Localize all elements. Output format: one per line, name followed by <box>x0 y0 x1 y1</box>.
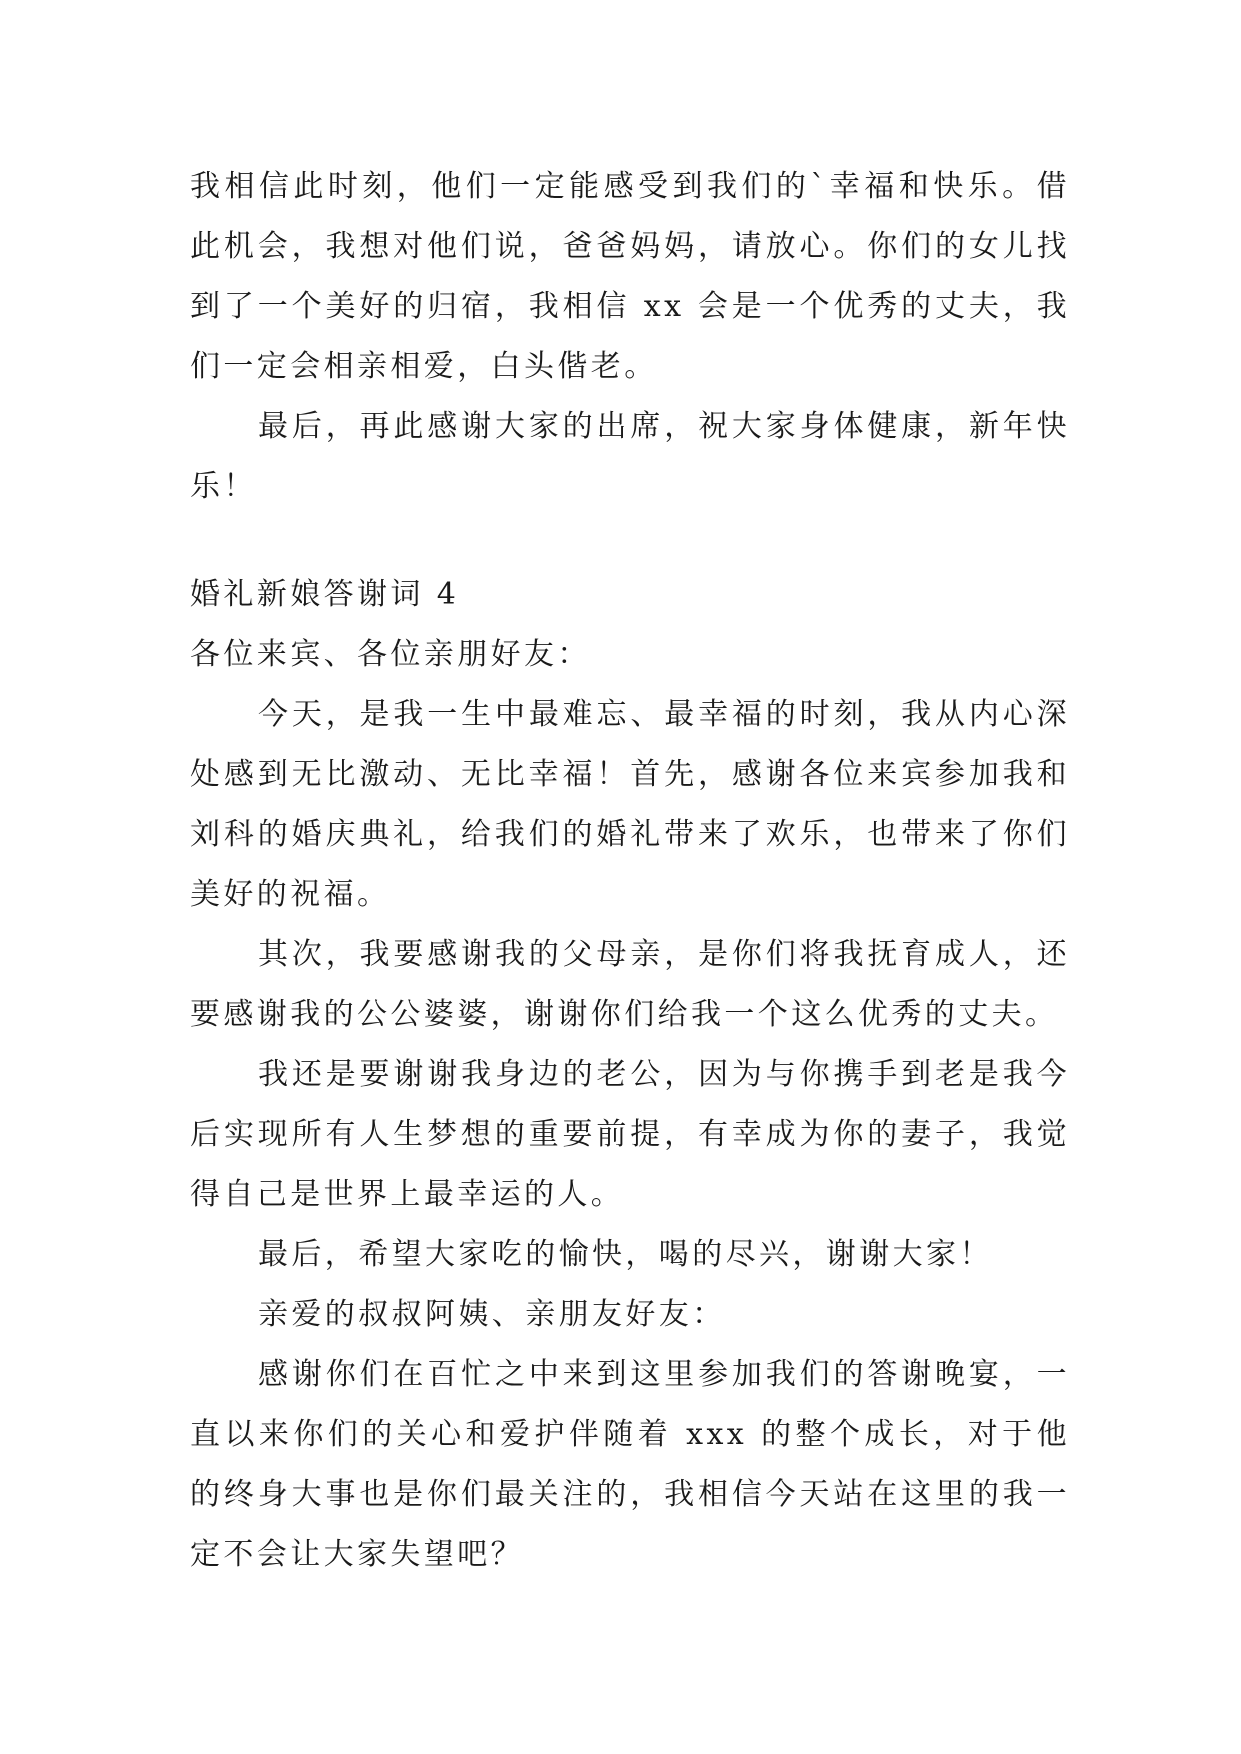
section-2 <box>190 565 1070 1585</box>
salutation: 各位来宾、各位亲朋好友： <box>190 637 591 672</box>
paragraph: 感谢你们在百忙之中来到这里参加我们的答谢晚宴，一直以来你们的关心和爱护伴随着 xxx 的整个成长，对于他的终身大事也是你们最关注的，我相信今天站在这里的我一定不会让大家失望吧？ <box>190 1357 1070 1572</box>
paragraph: 我相信此时刻，他们一定能感受到我们的`幸福和快乐。借此机会，我想对他们说，爸爸妈妈，请放心。你们的女儿找到了一个美好的归宿，我相信 xx 会是一个优秀的丈夫，我们一定会相亲相爱，白头偕老。 <box>190 169 1070 384</box>
paragraph: 最后，再此感谢大家的出席，祝大家身体健康，新年快乐！ <box>190 409 1070 504</box>
section-title: 婚礼新娘答谢词 4 <box>190 577 460 612</box>
paragraph: 今天，是我一生中最难忘、最幸福的时刻，我从内心深处感到无比激动、无比幸福！首先，感谢各位来宾参加我和刘科的婚庆典礼，给我们的婚礼带来了欢乐，也带来了你们美好的祝福。 <box>190 697 1070 912</box>
paragraph: 我还是要谢谢我身边的老公，因为与你携手到老是我今后实现所有人生梦想的重要前提，有幸成为你的妻子，我觉得自己是世界上最幸运的人。 <box>190 1057 1070 1212</box>
section-1 <box>190 157 1070 517</box>
paragraph: 最后，希望大家吃的愉快，喝的尽兴，谢谢大家！ <box>258 1237 993 1272</box>
paragraph: 其次，我要感谢我的父母亲，是你们将我抚育成人，还要感谢我的公公婆婆，谢谢你们给我一个这么优秀的丈夫。 <box>190 937 1070 1032</box>
paragraph: 亲爱的叔叔阿姨、亲朋友好友： <box>258 1297 726 1332</box>
